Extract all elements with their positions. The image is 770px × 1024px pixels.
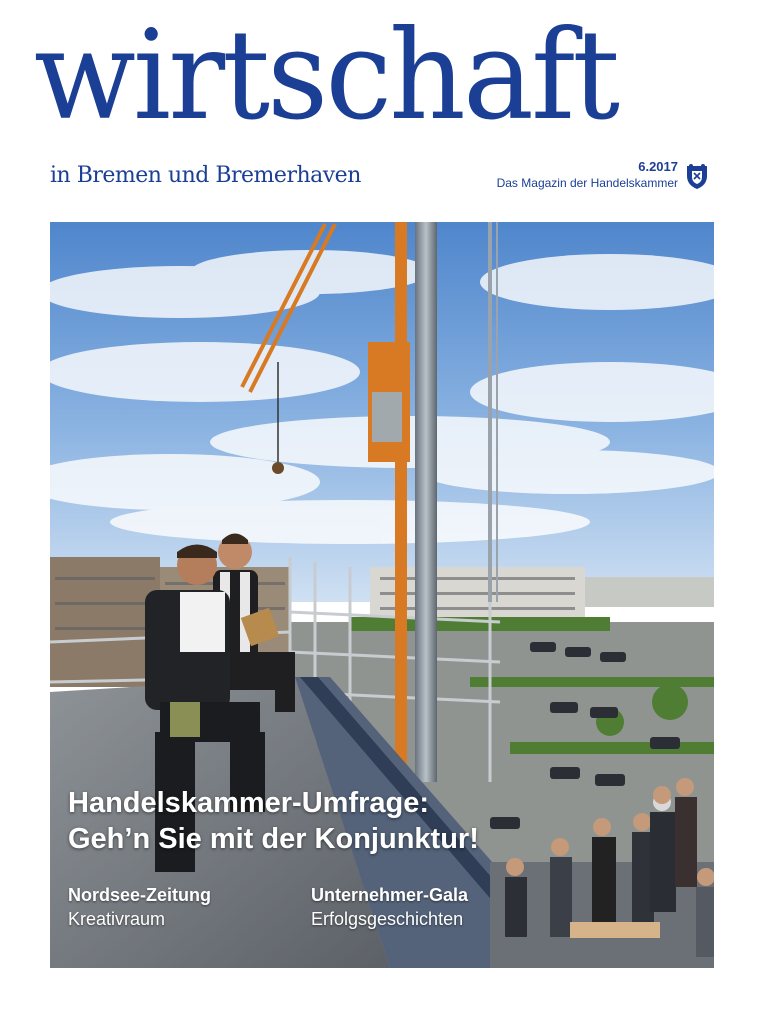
masthead-subtitle: in Bremen und Bremerhaven — [50, 163, 361, 188]
hoist-pole — [415, 222, 437, 782]
issue-number: 6.2017 — [638, 159, 678, 174]
masthead-title: wirtschaft — [34, 4, 618, 148]
teaser-title: Nordsee-Zeitung — [68, 885, 212, 905]
teaser-nordsee-zeitung[interactable] — [68, 883, 211, 931]
handelskammer-crest-icon — [683, 162, 711, 190]
headline-line-1: Handelskammer-Umfrage: — [68, 787, 430, 819]
cover-headline — [68, 785, 479, 857]
teaser-subtitle: Erfolgsgeschichten — [311, 909, 464, 929]
teaser-title: Unternehmer-Gala — [311, 885, 469, 905]
teaser-subtitle: Kreativraum — [68, 909, 166, 929]
teaser-unternehmer-gala[interactable] — [311, 883, 468, 931]
magazine-tagline: Das Magazin der Handelskammer — [496, 176, 678, 190]
crane-mast — [395, 222, 407, 782]
headline-line-2: Geh’n Sie mit der Konjunktur! — [68, 823, 479, 855]
